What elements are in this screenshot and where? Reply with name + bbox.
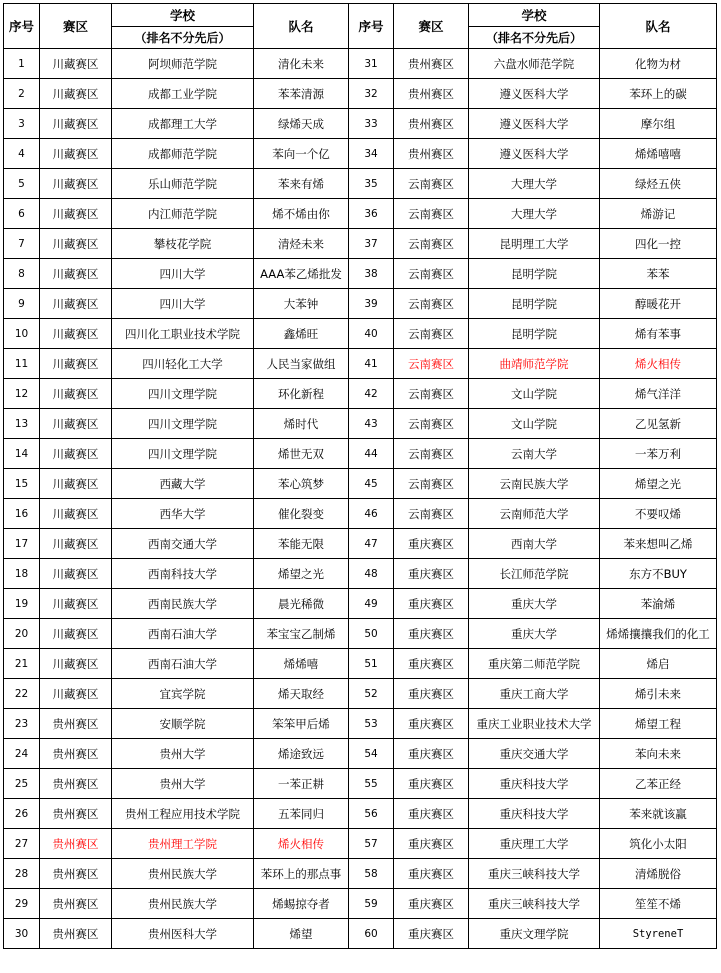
left-seq-cell: 2 (4, 79, 40, 109)
left-seq-cell: 10 (4, 319, 40, 349)
table-row (4, 229, 717, 259)
right-team-cell: 苯渝烯 (600, 589, 717, 619)
left-seq-cell: 21 (4, 649, 40, 679)
left-school-cell: 四川化工职业技术学院 (112, 319, 254, 349)
left-team-cell: 五苯同归 (254, 799, 349, 829)
left-seq-cell: 15 (4, 469, 40, 499)
table-row (4, 529, 717, 559)
left-region-cell: 川藏赛区 (40, 169, 112, 199)
table-row (4, 679, 717, 709)
right-school-cell: 昆明学院 (469, 319, 600, 349)
right-seq-cell: 49 (349, 589, 394, 619)
right-school-cell: 重庆工商大学 (469, 679, 600, 709)
table-row (4, 709, 717, 739)
right-school-cell: 重庆交通大学 (469, 739, 600, 769)
left-seq-cell: 19 (4, 589, 40, 619)
table-row (4, 919, 717, 949)
right-school-cell: 重庆工业职业技术大学 (469, 709, 600, 739)
table-row (4, 409, 717, 439)
left-team-cell: 苯来有烯 (254, 169, 349, 199)
left-seq-cell: 29 (4, 889, 40, 919)
right-school-cell: 重庆科技大学 (469, 799, 600, 829)
right-school-cell: 重庆第二师范学院 (469, 649, 600, 679)
left-team-cell: 苯能无限 (254, 529, 349, 559)
left-school-cell: 成都师范学院 (112, 139, 254, 169)
left-region-cell: 川藏赛区 (40, 559, 112, 589)
left-seq-cell: 5 (4, 169, 40, 199)
left-seq-cell: 27 (4, 829, 40, 859)
right-school-cell: 六盘水师范学院 (469, 49, 600, 79)
table-row (4, 829, 717, 859)
left-school-cell: 安顺学院 (112, 709, 254, 739)
right-team-cell: 烯望之光 (600, 469, 717, 499)
left-region-cell: 川藏赛区 (40, 289, 112, 319)
right-region-cell: 贵州赛区 (394, 79, 469, 109)
left-school-cell: 西藏大学 (112, 469, 254, 499)
left-seq-cell: 30 (4, 919, 40, 949)
right-team-cell: 东方不BUY (600, 559, 717, 589)
left-region-cell: 川藏赛区 (40, 499, 112, 529)
left-school-cell: 西南交通大学 (112, 529, 254, 559)
left-seq-cell: 6 (4, 199, 40, 229)
left-team-cell: 苯宝宝乙制烯 (254, 619, 349, 649)
left-team-cell: 催化裂变 (254, 499, 349, 529)
left-region-cell: 川藏赛区 (40, 469, 112, 499)
left-team-cell: 苯心筑梦 (254, 469, 349, 499)
left-school-cell: 成都工业学院 (112, 79, 254, 109)
right-region-cell: 重庆赛区 (394, 679, 469, 709)
left-region-cell: 川藏赛区 (40, 49, 112, 79)
right-seq-cell: 42 (349, 379, 394, 409)
right-region-cell: 重庆赛区 (394, 829, 469, 859)
right-team-cell: 烯游记 (600, 199, 717, 229)
left-seq-cell: 11 (4, 349, 40, 379)
right-team-cell: 清烯脱俗 (600, 859, 717, 889)
right-team-cell: 一苯万利 (600, 439, 717, 469)
right-team-cell: 四化一控 (600, 229, 717, 259)
left-seq-cell: 23 (4, 709, 40, 739)
table-row (4, 859, 717, 889)
table-row (4, 109, 717, 139)
left-team-cell: 烯不烯由你 (254, 199, 349, 229)
right-region-cell: 云南赛区 (394, 439, 469, 469)
right-region-cell: 重庆赛区 (394, 709, 469, 739)
right-team-cell: 苯来就该赢 (600, 799, 717, 829)
left-team-cell: 苯环上的那点事 (254, 859, 349, 889)
right-team-cell: 化物为材 (600, 49, 717, 79)
right-school-cell: 西南大学 (469, 529, 600, 559)
left-team-cell: 烯世无双 (254, 439, 349, 469)
left-school-cell: 贵州医科大学 (112, 919, 254, 949)
right-region-cell: 贵州赛区 (394, 139, 469, 169)
right-school-cell: 云南民族大学 (469, 469, 600, 499)
left-school-cell: 贵州工程应用技术学院 (112, 799, 254, 829)
right-team-cell: 烯有苯事 (600, 319, 717, 349)
table-header (4, 4, 717, 49)
left-seq-cell: 16 (4, 499, 40, 529)
right-seq-cell: 39 (349, 289, 394, 319)
right-region-cell: 重庆赛区 (394, 649, 469, 679)
right-seq-cell: 56 (349, 799, 394, 829)
right-seq-cell: 38 (349, 259, 394, 289)
table-row (4, 319, 717, 349)
right-team-cell: 不要叹烯 (600, 499, 717, 529)
right-seq-cell: 53 (349, 709, 394, 739)
table-row (4, 499, 717, 529)
table-row (4, 619, 717, 649)
left-school-cell: 贵州民族大学 (112, 889, 254, 919)
table-row (4, 799, 717, 829)
table-body (4, 49, 717, 949)
right-school-cell: 遵义医科大学 (469, 79, 600, 109)
right-seq-cell: 31 (349, 49, 394, 79)
left-region-cell: 贵州赛区 (40, 919, 112, 949)
left-region-cell: 川藏赛区 (40, 259, 112, 289)
header-region: 赛区 (40, 4, 112, 49)
table-row (4, 559, 717, 589)
right-seq-cell: 48 (349, 559, 394, 589)
left-school-cell: 攀枝花学院 (112, 229, 254, 259)
right-seq-cell: 34 (349, 139, 394, 169)
header-school-note: （排名不分先后） (469, 27, 600, 49)
team-list-table (3, 3, 717, 949)
left-school-cell: 四川大学 (112, 289, 254, 319)
left-seq-cell: 4 (4, 139, 40, 169)
left-school-cell: 西南科技大学 (112, 559, 254, 589)
right-region-cell: 重庆赛区 (394, 919, 469, 949)
table-row (4, 169, 717, 199)
right-region-cell: 重庆赛区 (394, 559, 469, 589)
right-school-cell: 遵义医科大学 (469, 139, 600, 169)
right-region-cell: 云南赛区 (394, 379, 469, 409)
right-school-cell: 大理大学 (469, 169, 600, 199)
left-school-cell: 宜宾学院 (112, 679, 254, 709)
right-school-cell: 重庆理工大学 (469, 829, 600, 859)
header-school: 学校 (469, 4, 600, 27)
left-school-cell: 阿坝师范学院 (112, 49, 254, 79)
left-team-cell: 烯天取经 (254, 679, 349, 709)
table-row (4, 649, 717, 679)
left-school-cell: 西南民族大学 (112, 589, 254, 619)
right-region-cell: 重庆赛区 (394, 619, 469, 649)
left-team-cell: 清化未来 (254, 49, 349, 79)
table-row (4, 739, 717, 769)
left-seq-cell: 9 (4, 289, 40, 319)
left-school-cell: 内江师范学院 (112, 199, 254, 229)
left-region-cell: 川藏赛区 (40, 529, 112, 559)
header-team: 队名 (254, 4, 349, 49)
right-region-cell: 重庆赛区 (394, 739, 469, 769)
left-team-cell: 烯望之光 (254, 559, 349, 589)
table-row (4, 199, 717, 229)
left-team-cell: 人民当家做组 (254, 349, 349, 379)
left-school-cell: 西南石油大学 (112, 619, 254, 649)
right-seq-cell: 60 (349, 919, 394, 949)
right-seq-cell: 32 (349, 79, 394, 109)
right-region-cell: 贵州赛区 (394, 109, 469, 139)
left-school-cell: 四川文理学院 (112, 379, 254, 409)
left-seq-cell: 24 (4, 739, 40, 769)
right-school-cell: 云南大学 (469, 439, 600, 469)
right-school-cell: 长江师范学院 (469, 559, 600, 589)
table-row (4, 349, 717, 379)
right-seq-cell: 57 (349, 829, 394, 859)
right-seq-cell: 52 (349, 679, 394, 709)
left-region-cell: 川藏赛区 (40, 199, 112, 229)
right-team-cell: 醇暖花开 (600, 289, 717, 319)
header-school: 学校 (112, 4, 254, 27)
left-team-cell: 笨笨甲后烯 (254, 709, 349, 739)
left-region-cell: 川藏赛区 (40, 679, 112, 709)
right-team-cell: 苯苯 (600, 259, 717, 289)
header-seq: 序号 (349, 4, 394, 49)
left-seq-cell: 20 (4, 619, 40, 649)
left-seq-cell: 8 (4, 259, 40, 289)
left-seq-cell: 26 (4, 799, 40, 829)
left-region-cell: 川藏赛区 (40, 319, 112, 349)
left-school-cell: 贵州大学 (112, 739, 254, 769)
table-row (4, 889, 717, 919)
right-school-cell: 重庆大学 (469, 619, 600, 649)
table-row (4, 139, 717, 169)
right-region-cell: 云南赛区 (394, 199, 469, 229)
right-seq-cell: 46 (349, 499, 394, 529)
left-team-cell: 烯望 (254, 919, 349, 949)
right-school-cell: 曲靖师范学院 (469, 349, 600, 379)
right-school-cell: 昆明理工大学 (469, 229, 600, 259)
left-region-cell: 川藏赛区 (40, 409, 112, 439)
left-school-cell: 四川文理学院 (112, 439, 254, 469)
right-school-cell: 遵义医科大学 (469, 109, 600, 139)
right-seq-cell: 54 (349, 739, 394, 769)
left-region-cell: 川藏赛区 (40, 619, 112, 649)
left-region-cell: 贵州赛区 (40, 769, 112, 799)
right-team-cell: 绿烃五侠 (600, 169, 717, 199)
right-school-cell: 文山学院 (469, 409, 600, 439)
right-region-cell: 云南赛区 (394, 349, 469, 379)
left-region-cell: 川藏赛区 (40, 139, 112, 169)
left-region-cell: 川藏赛区 (40, 79, 112, 109)
left-seq-cell: 3 (4, 109, 40, 139)
right-team-cell: 烯烯嘻嘻 (600, 139, 717, 169)
left-seq-cell: 7 (4, 229, 40, 259)
right-team-cell: 烯火相传 (600, 349, 717, 379)
left-team-cell: 晨光稀微 (254, 589, 349, 619)
header-team: 队名 (600, 4, 717, 49)
table-row (4, 259, 717, 289)
right-school-cell: 重庆科技大学 (469, 769, 600, 799)
left-region-cell: 川藏赛区 (40, 349, 112, 379)
left-school-cell: 贵州理工学院 (112, 829, 254, 859)
right-seq-cell: 36 (349, 199, 394, 229)
left-team-cell: 环化新程 (254, 379, 349, 409)
right-team-cell: StyreneT (600, 919, 717, 949)
table-row (4, 439, 717, 469)
right-seq-cell: 40 (349, 319, 394, 349)
left-team-cell: 烯时代 (254, 409, 349, 439)
left-region-cell: 川藏赛区 (40, 649, 112, 679)
table-row (4, 49, 717, 79)
left-region-cell: 贵州赛区 (40, 709, 112, 739)
right-school-cell: 昆明学院 (469, 289, 600, 319)
left-region-cell: 贵州赛区 (40, 889, 112, 919)
right-team-cell: 烯烯攘攘我们的化工 (600, 619, 717, 649)
header-school-note: （排名不分先后） (112, 27, 254, 49)
left-region-cell: 川藏赛区 (40, 439, 112, 469)
right-team-cell: 苯环上的碳 (600, 79, 717, 109)
right-school-cell: 重庆三峡科技大学 (469, 859, 600, 889)
left-seq-cell: 18 (4, 559, 40, 589)
right-school-cell: 云南师范大学 (469, 499, 600, 529)
right-team-cell: 摩尔组 (600, 109, 717, 139)
right-school-cell: 重庆文理学院 (469, 919, 600, 949)
right-region-cell: 重庆赛区 (394, 859, 469, 889)
left-team-cell: 烯蜴掠夺者 (254, 889, 349, 919)
left-team-cell: 鑫烯旺 (254, 319, 349, 349)
right-region-cell: 云南赛区 (394, 319, 469, 349)
left-team-cell: 清烃未来 (254, 229, 349, 259)
table-row (4, 79, 717, 109)
right-team-cell: 筑化小太阳 (600, 829, 717, 859)
right-school-cell: 重庆大学 (469, 589, 600, 619)
left-school-cell: 四川轻化工大学 (112, 349, 254, 379)
right-seq-cell: 45 (349, 469, 394, 499)
left-school-cell: 西华大学 (112, 499, 254, 529)
right-team-cell: 烯启 (600, 649, 717, 679)
left-team-cell: 大苯钟 (254, 289, 349, 319)
left-region-cell: 贵州赛区 (40, 859, 112, 889)
left-school-cell: 西南石油大学 (112, 649, 254, 679)
right-team-cell: 烯引未来 (600, 679, 717, 709)
right-seq-cell: 59 (349, 889, 394, 919)
table-row (4, 289, 717, 319)
right-team-cell: 乙见氢新 (600, 409, 717, 439)
right-team-cell: 烯望工程 (600, 709, 717, 739)
right-seq-cell: 37 (349, 229, 394, 259)
right-region-cell: 云南赛区 (394, 409, 469, 439)
table-row (4, 589, 717, 619)
left-region-cell: 川藏赛区 (40, 109, 112, 139)
left-seq-cell: 28 (4, 859, 40, 889)
right-region-cell: 重庆赛区 (394, 889, 469, 919)
left-region-cell: 贵州赛区 (40, 799, 112, 829)
left-seq-cell: 14 (4, 439, 40, 469)
left-team-cell: 烯途致远 (254, 739, 349, 769)
right-seq-cell: 55 (349, 769, 394, 799)
right-school-cell: 重庆三峡科技大学 (469, 889, 600, 919)
left-team-cell: AAA苯乙烯批发 (254, 259, 349, 289)
header-seq: 序号 (4, 4, 40, 49)
right-region-cell: 云南赛区 (394, 259, 469, 289)
left-team-cell: 苯向一个亿 (254, 139, 349, 169)
left-seq-cell: 13 (4, 409, 40, 439)
left-team-cell: 苯苯清源 (254, 79, 349, 109)
right-region-cell: 贵州赛区 (394, 49, 469, 79)
left-school-cell: 成都理工大学 (112, 109, 254, 139)
right-seq-cell: 44 (349, 439, 394, 469)
right-region-cell: 云南赛区 (394, 229, 469, 259)
table-row (4, 769, 717, 799)
left-region-cell: 川藏赛区 (40, 589, 112, 619)
left-region-cell: 川藏赛区 (40, 379, 112, 409)
right-school-cell: 文山学院 (469, 379, 600, 409)
right-school-cell: 昆明学院 (469, 259, 600, 289)
left-school-cell: 四川文理学院 (112, 409, 254, 439)
right-seq-cell: 43 (349, 409, 394, 439)
right-team-cell: 烯气洋洋 (600, 379, 717, 409)
left-team-cell: 绿烯天成 (254, 109, 349, 139)
right-seq-cell: 47 (349, 529, 394, 559)
table-row (4, 379, 717, 409)
left-team-cell: 一苯正耕 (254, 769, 349, 799)
right-seq-cell: 33 (349, 109, 394, 139)
left-school-cell: 贵州大学 (112, 769, 254, 799)
right-region-cell: 重庆赛区 (394, 769, 469, 799)
left-region-cell: 贵州赛区 (40, 829, 112, 859)
left-team-cell: 烯烯嘻 (254, 649, 349, 679)
right-team-cell: 苯向未来 (600, 739, 717, 769)
right-region-cell: 云南赛区 (394, 499, 469, 529)
left-school-cell: 乐山师范学院 (112, 169, 254, 199)
left-seq-cell: 17 (4, 529, 40, 559)
right-seq-cell: 41 (349, 349, 394, 379)
right-school-cell: 大理大学 (469, 199, 600, 229)
left-seq-cell: 25 (4, 769, 40, 799)
left-school-cell: 四川大学 (112, 259, 254, 289)
right-region-cell: 云南赛区 (394, 289, 469, 319)
left-seq-cell: 12 (4, 379, 40, 409)
header-region: 赛区 (394, 4, 469, 49)
right-team-cell: 苯来想叫乙烯 (600, 529, 717, 559)
left-school-cell: 贵州民族大学 (112, 859, 254, 889)
left-region-cell: 川藏赛区 (40, 229, 112, 259)
table-row (4, 469, 717, 499)
left-team-cell: 烯火相传 (254, 829, 349, 859)
left-seq-cell: 1 (4, 49, 40, 79)
right-seq-cell: 51 (349, 649, 394, 679)
right-region-cell: 重庆赛区 (394, 529, 469, 559)
right-seq-cell: 35 (349, 169, 394, 199)
left-region-cell: 贵州赛区 (40, 739, 112, 769)
left-seq-cell: 22 (4, 679, 40, 709)
right-region-cell: 云南赛区 (394, 469, 469, 499)
right-seq-cell: 50 (349, 619, 394, 649)
right-region-cell: 云南赛区 (394, 169, 469, 199)
right-seq-cell: 58 (349, 859, 394, 889)
right-region-cell: 重庆赛区 (394, 589, 469, 619)
right-team-cell: 乙苯正经 (600, 769, 717, 799)
right-region-cell: 重庆赛区 (394, 799, 469, 829)
right-team-cell: 笙笙不烯 (600, 889, 717, 919)
